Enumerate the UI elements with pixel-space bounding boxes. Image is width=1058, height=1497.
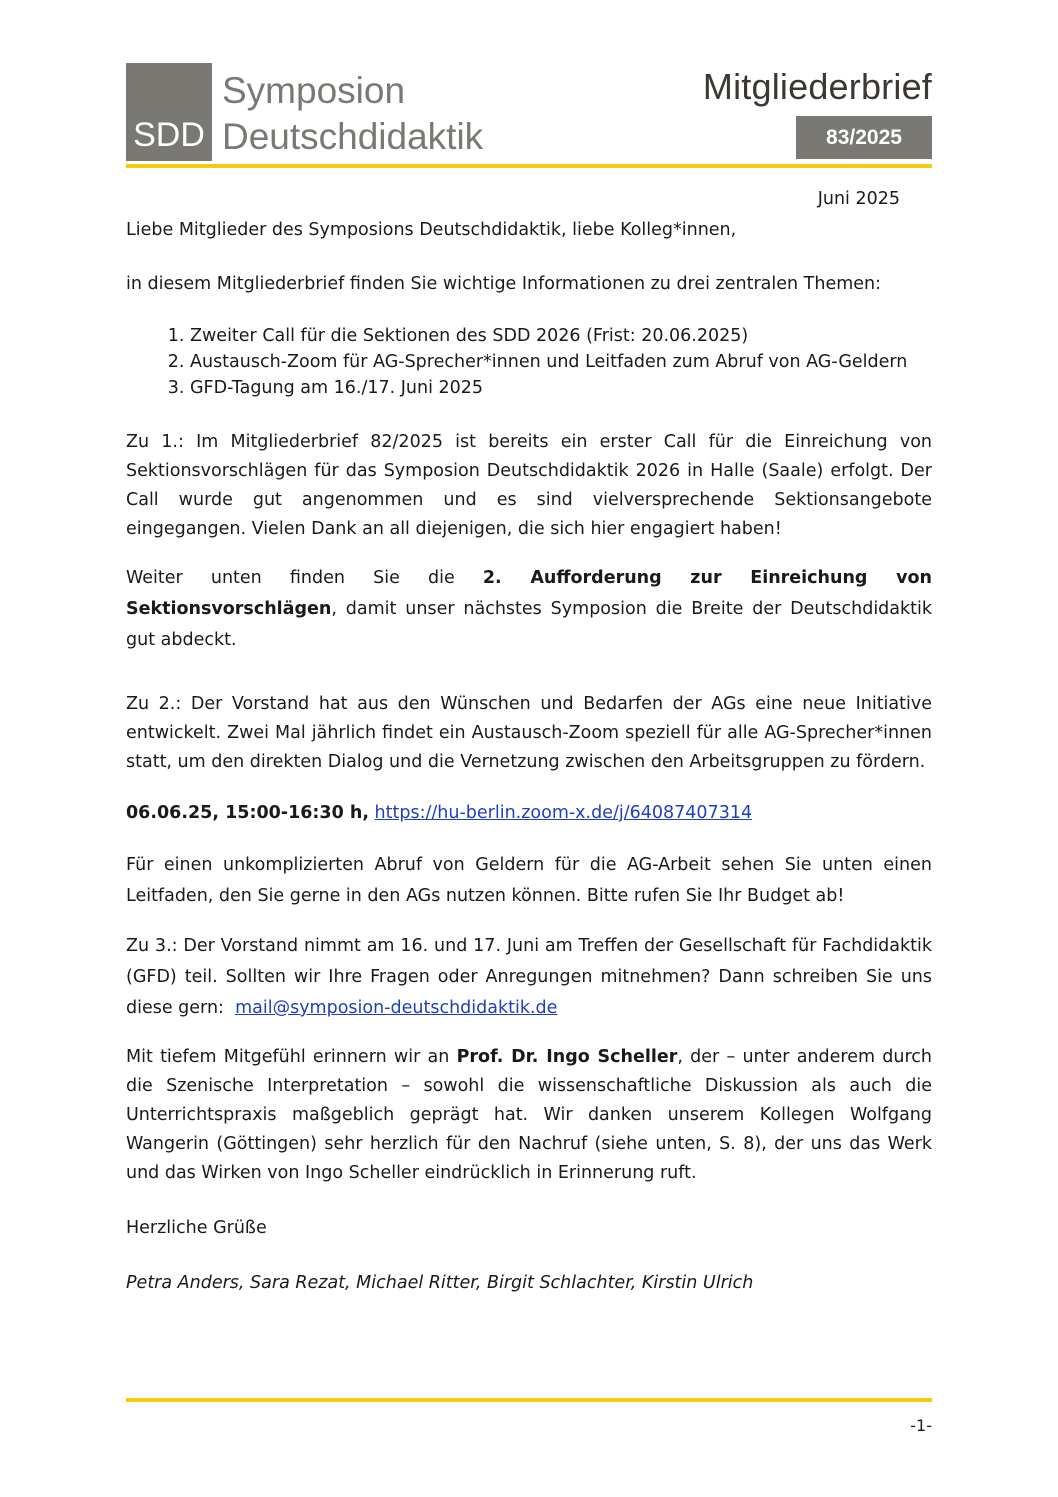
- zoom-link[interactable]: https://hu-berlin.zoom-x.de/j/64087407314: [374, 803, 753, 823]
- call-highlight: 2. Aufforderung zur Einreichung von Sektionsvorschlägen: [126, 568, 932, 619]
- header-divider: [126, 164, 932, 168]
- topic-item: 1. Zweiter Call für die Sektionen des SDD 2026 (Frist: 20.06.2025): [190, 323, 932, 349]
- letter-date: Juni 2025: [817, 189, 900, 209]
- topic-2-paragraph: Zu 2.: Der Vorstand hat aus den Wünschen und Bedarfen der AGs eine neue Initiative entwickelt. Zwei Mal jährlich findet ein Austausch-Zoom speziell für alle AG-Sprecher*innen statt, um den direkten Dialog und die Vernetzung zwischen den Arbeitsgruppen zu fördern.: [126, 694, 932, 772]
- salutation: Liebe Mitglieder des Symposions Deutschdidaktik, liebe Kolleg*innen,: [126, 220, 737, 240]
- issue-number-badge: 83/2025: [796, 116, 932, 159]
- topic-item: 3. GFD-Tagung am 16./17. Juni 2025: [190, 375, 932, 401]
- footer-divider: [126, 1398, 932, 1402]
- logo-line-1: Symposion: [222, 70, 406, 111]
- obituary-paragraph: [126, 1043, 932, 1188]
- document-type-title: Mitgliederbrief: [702, 66, 932, 107]
- closing: Herzliche Grüße: [126, 1218, 267, 1238]
- topic-1-paragraph: Zu 1.: Im Mitgliederbrief 82/2025 ist bereits ein erster Call für die Einreichung von Sektionsvorschlägen für das Symposion Deutschdidaktik 2026 in Halle (Saale) erfolgt. Der Call wurde gut angenommen und es sind vielversprechende Sektionsangebote eingegangen. Vielen Dank an all diejenigen, die sich hier engagiert haben!: [126, 432, 932, 539]
- honoree-name: Prof. Dr. Ingo Scheller: [456, 1047, 678, 1067]
- sections-call-paragraph: [126, 563, 932, 656]
- letter-body: [126, 216, 932, 1298]
- topic-item: 2. Austausch-Zoom für AG-Sprecher*innen und Leitfaden zum Abruf von AG-Geldern: [190, 349, 932, 375]
- topics-list: [126, 323, 932, 401]
- logo-wordmark: [222, 68, 483, 160]
- intro-paragraph: in diesem Mitgliederbrief finden Sie wichtige Informationen zu drei zentralen Themen:: [126, 274, 882, 294]
- text-segment: Mit tiefem Mitgefühl erinnern wir an: [126, 1047, 457, 1067]
- text-segment: Weiter unten finden Sie die: [126, 568, 483, 588]
- logo-line-2: Deutschdidaktik: [222, 116, 484, 157]
- page-number: -1-: [910, 1416, 932, 1435]
- topic-3-paragraph: [126, 931, 932, 1024]
- text-segment: , der – unter anderem durch die Szenische Interpretation – sowohl die wissenschaftliche Diskussion als auch die Unterrichtspraxis maßgeblich geprägt hat. Wir danken unserem Kollegen Wolfgang Wangerin (Göttingen) sehr herzlich für den Nachruf (siehe unten, S. 8), der uns das Werk und das Wirken von Ingo Scheller eindrücklich in Erinnerung ruft.: [126, 1047, 932, 1183]
- funding-guide-paragraph: Für einen unkomplizierten Abruf von Geldern für die AG-Arbeit sehen Sie unten einen Leitfaden, den Sie gerne in den AGs nutzen können. Bitte rufen Sie Ihr Budget ab!: [126, 855, 932, 906]
- logo-abbreviation: SDD: [133, 116, 205, 154]
- contact-email-link[interactable]: mail@symposion-deutschdidaktik.de: [235, 998, 558, 1018]
- zoom-meeting-line: [126, 799, 932, 828]
- signatures: Petra Anders, Sara Rezat, Michael Ritter, Birgit Schlachter, Kirstin Ulrich: [126, 1273, 754, 1293]
- sdd-logo: [126, 63, 212, 161]
- text-segment: , damit unser nächstes Symposion die Breite der Deutschdidaktik gut abdeckt.: [126, 599, 932, 650]
- text-segment: Zu 3.: Der Vorstand nimmt am 16. und 17. Juni am Treffen der Gesellschaft für Fachdidaktik (GFD) teil. Sollten wir Ihre Fragen oder Anregungen mitnehmen? Dann schreiben Sie uns diese gern:: [126, 936, 932, 1018]
- zoom-datetime: 06.06.25, 15:00-16:30 h,: [126, 803, 369, 823]
